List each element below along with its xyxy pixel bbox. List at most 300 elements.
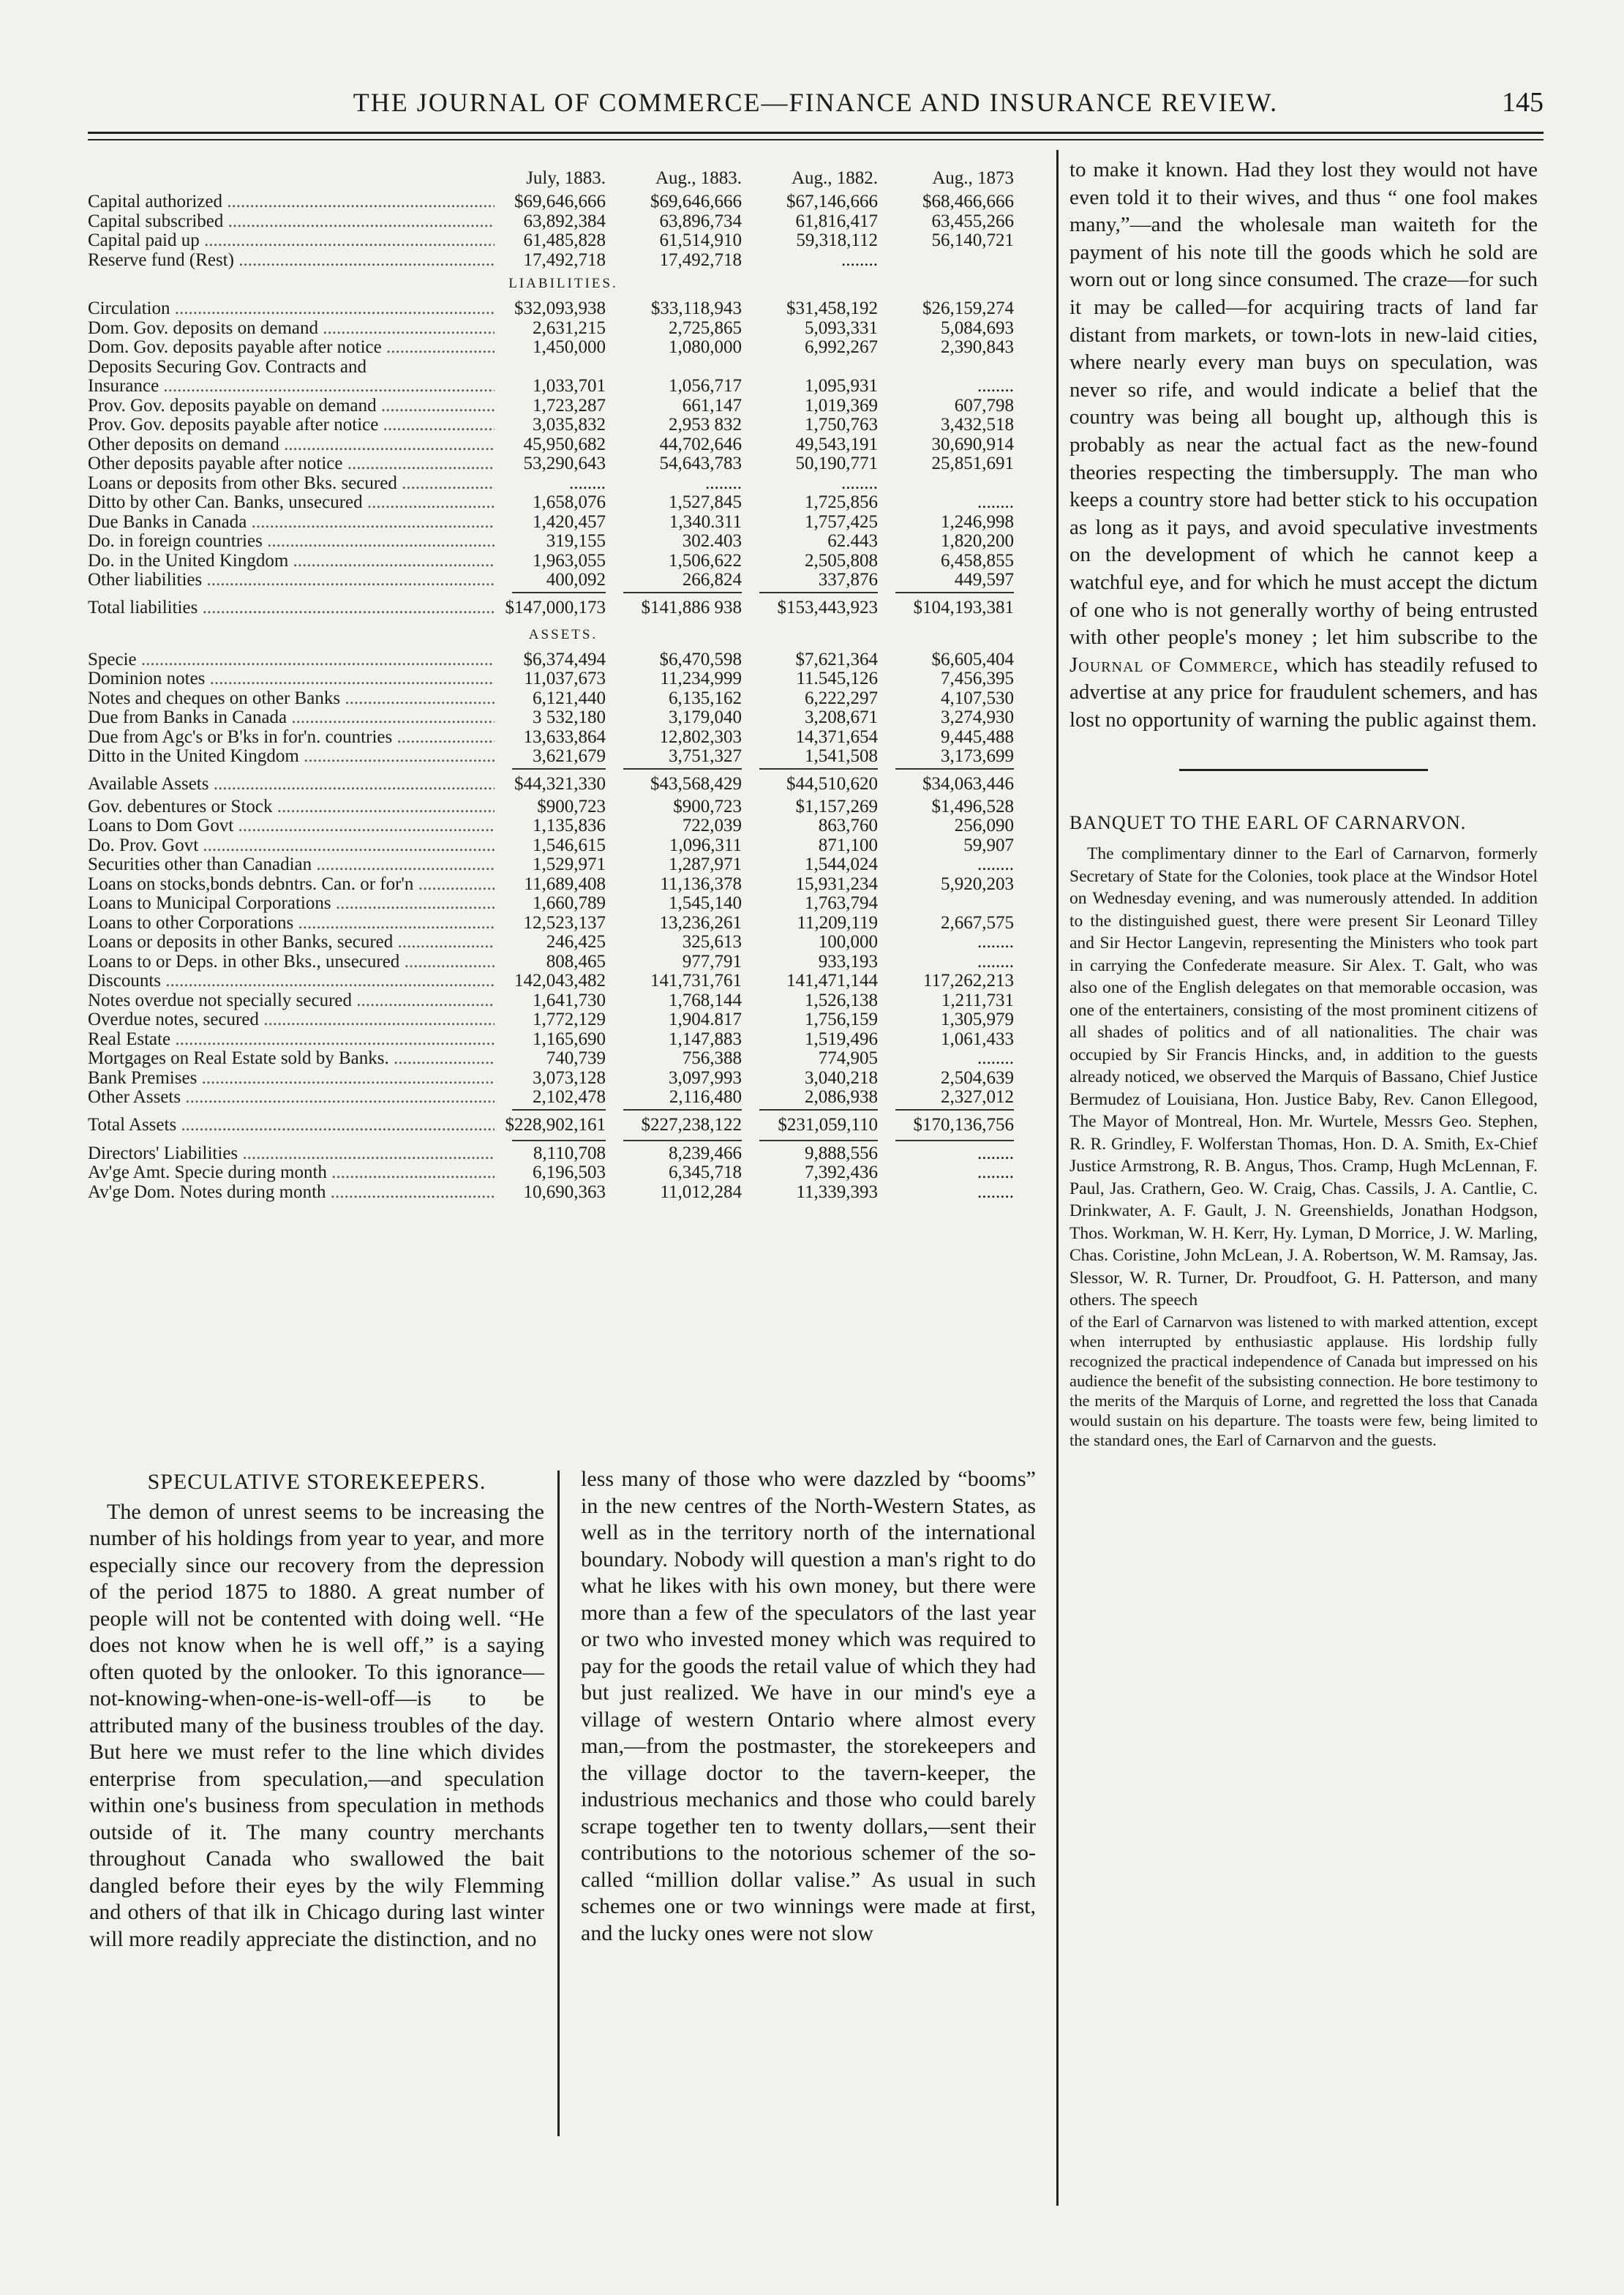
cell-value: 2,086,938	[805, 1087, 878, 1107]
column-rule-right	[1056, 150, 1059, 2206]
cell-value: 1,756,159	[805, 1010, 878, 1029]
cell-value: 400,092	[546, 570, 606, 590]
cell-value: 17,492,718	[523, 249, 606, 270]
row-label: Av'ge Dom. Notes during month .....	[88, 1182, 495, 1203]
cell-value: $170,136,756	[913, 1114, 1014, 1135]
row-label: Other Assets .....	[88, 1087, 495, 1108]
cell-value: 3,035,832	[533, 415, 606, 435]
cell-value: $31,458,192	[786, 298, 878, 318]
cell-value: ........	[977, 951, 1014, 972]
row-label: Dominion notes .....	[88, 669, 495, 689]
cell-value: 607,798	[954, 395, 1014, 416]
cell-value: 933,193	[818, 951, 878, 972]
cell-value: 1,033,701	[533, 376, 606, 396]
cell-value: 6,196,503	[533, 1162, 606, 1182]
table-row	[88, 746, 1039, 766]
cell-value: 2,504,639	[941, 1067, 1014, 1088]
row-label: Dom. Gov. deposits on demand .....	[88, 318, 495, 339]
cell-value: $34,063,446	[922, 773, 1014, 794]
speculative-text-1: The demon of unrest seems to be increasing the number of his holdings from year to year, and more especially since our recovery from the depression of the period 1875 to 1880. A great number of people will not be contented with doing well. “He does not know when he is well off,” is a saying often quoted by the onlooker. To this ignorance—not-knowing-when-one-is-well-off—is to be attributed many of the business troubles of the day. But here we must refer to the line which divides enterprise from speculation,—and speculation within one's business from speculation in methods outside of it. The many country merchants throughout Canada who swallowed the bait dangled before their eyes by the wily Flemming and others of that ilk in Chicago during last winter will more readily appreciate the distinction, and no	[89, 1499, 544, 1951]
row-label: Loans or deposits in other Banks, secured .....	[88, 932, 495, 953]
cell-value: 1,820,200	[941, 531, 1014, 551]
cell-value: $68,466,666	[922, 192, 1014, 211]
cell-value: 3,208,671	[805, 707, 878, 727]
journal-title: THE JOURNAL OF COMMERCE—FINANCE AND INSURANCE REVIEW.	[353, 88, 1279, 117]
cell-value: ........	[569, 473, 606, 493]
row-label: Available Assets .....	[88, 774, 495, 795]
cell-value: 8,110,708	[533, 1143, 606, 1163]
cell-value: 117,262,213	[922, 971, 1014, 991]
cell-value: 5,084,693	[941, 318, 1014, 338]
cell-value: 1,725,856	[805, 492, 878, 512]
row-label: Reserve fund (Rest) .....	[88, 250, 495, 271]
cell-value: 256,090	[954, 816, 1014, 835]
cell-value: 2,725,865	[669, 318, 742, 338]
cell-value: 45,950,682	[523, 434, 606, 454]
cell-value: 1,660,789	[533, 893, 606, 913]
cell-value: ........	[977, 932, 1014, 952]
cell-value: ........	[977, 854, 1014, 874]
cell-value: $900,723	[673, 796, 742, 816]
row-label: Prov. Gov. deposits payable on demand .....	[88, 396, 495, 416]
table-row	[88, 596, 1039, 620]
cell-value: 1,723,287	[533, 395, 606, 416]
table-row	[88, 357, 1039, 377]
cell-value: 142,043,482	[514, 971, 606, 991]
cell-value: 1,305,979	[941, 1010, 1014, 1029]
table-row	[88, 551, 1039, 571]
cell-value: $44,510,620	[786, 773, 878, 794]
right-column	[1069, 157, 1538, 1450]
page-header	[88, 80, 1544, 124]
cell-value: ........	[977, 492, 1014, 512]
cell-value: $33,118,943	[650, 298, 742, 318]
cell-value: 17,492,718	[659, 249, 742, 270]
cell-value: 1,768,144	[669, 990, 742, 1010]
cell-value: 319,155	[546, 531, 606, 551]
cell-value: 1,904.817	[669, 1010, 742, 1029]
cell-value: 1,246,998	[941, 511, 1014, 532]
cell-value: 6,135,162	[669, 688, 742, 708]
table-row	[88, 854, 1039, 874]
cell-value: 9,888,556	[805, 1143, 878, 1163]
column-header: July, 1883.	[526, 168, 606, 188]
cell-value: 1,526,138	[805, 990, 878, 1010]
cell-value: 11,689,408	[524, 874, 606, 894]
cell-value: 12,523,137	[523, 912, 606, 933]
cell-value: 1,545,140	[669, 893, 742, 913]
cell-value: 3,751,327	[669, 746, 742, 766]
banquet-text: The complimentary dinner to the Earl of Carnarvon, formerly Secretary of State for the Colonies, took place at the Windsor Hotel on Wednesday evening, and was numerously attended. In addition to the distinguished guest, there were present Sir Leonard Tilley and Sir Hector Langevin, representing the Ministers who took part in carrying the Confederate measure. Sir Alex. T. Galt, who was also one of the English delegates on that memorable occasion, was one of the entertainers, consisting of the most prominent citizens of all shades of politics and of all nationalities. The chair was occupied by Sir Francis Hincks, and, in addition to the guests already noticed, we observed the Marquis of Bassano, Chief Justice Bermudez of Louisiana, Hon. Justice Baby, Rev. Canon Ellegood, The Mayor of Montreal, Hon. Mr. Wurtele, Messrs Geo. Stephen, R. R. Grindley, F. Wolferstan Thomas, Hon. D. A. Smith, Ex-Chief Justice Armstrong, R. B. Angus, Thos. Cramp, Hugh McLennan, F. Paul, Jas. Crathern, Geo. W. Craig, Chas. Cassils, J. A. Cantlie, C. Drinkwater, A. F. Gault, J. N. Greenshields, Jonathan Hodgson, Thos. Workman, W. H. Kerr, Hy. Lyman, D Morrice, J. W. Marling, Chas. Coristine, John McLean, J. A. Robertson, W. M. Ramsay, Jas. Slessor, W. R. Turner, Dr. Proudfoot, G. H. Patterson, and many others. The speech	[1069, 844, 1538, 1310]
cell-value: 1,757,425	[805, 511, 878, 532]
cell-value: 722,039	[682, 816, 742, 835]
cell-value: 2,116,480	[669, 1087, 742, 1107]
row-label: Ditto in the United Kingdom .....	[88, 746, 495, 767]
cell-value: 6,222,297	[805, 688, 878, 708]
table-row	[88, 531, 1039, 551]
cell-value: 11,136,378	[660, 874, 742, 894]
table-row	[88, 192, 1039, 211]
cell-value: $900,723	[537, 796, 606, 816]
row-label: Discounts .....	[88, 971, 495, 991]
cell-value: 1,527,845	[669, 492, 742, 512]
cell-value: 1,056,717	[669, 376, 742, 396]
cell-value: 246,425	[546, 932, 606, 952]
row-label: Do. in the United Kingdom .....	[88, 551, 495, 571]
cell-value: 808,465	[546, 951, 606, 972]
cell-value: 2,327,012	[941, 1087, 1014, 1107]
cell-value: 1,541,508	[805, 746, 878, 766]
cell-value: 1,061,433	[941, 1029, 1014, 1049]
cell-value: 1,519,496	[805, 1029, 878, 1049]
row-label: Total liabilities .....	[88, 598, 495, 618]
cell-value: 1,450,000	[533, 337, 606, 357]
row-label: Specie .....	[88, 650, 495, 670]
cell-value: 8,239,466	[669, 1143, 742, 1163]
cell-value: 3,179,040	[669, 707, 742, 727]
assets-title: ASSETS.	[528, 626, 598, 642]
table-row	[88, 318, 1039, 338]
cell-value: ........	[977, 1143, 1014, 1163]
table-row	[88, 991, 1039, 1010]
cell-value: 863,760	[818, 816, 878, 835]
cell-value: $153,443,923	[777, 597, 878, 617]
table-row	[88, 1143, 1039, 1163]
row-label: Securities other than Canadian .....	[88, 854, 495, 875]
cell-value: $69,646,666	[514, 192, 606, 211]
cell-value: $147,000,173	[505, 597, 606, 617]
table-row	[88, 1182, 1039, 1202]
cell-value: 11,012,284	[660, 1182, 742, 1202]
cell-value: 325,613	[682, 932, 742, 952]
cell-value: 1,095,931	[805, 376, 878, 396]
cell-value: 1,096,311	[669, 835, 742, 855]
table-row	[88, 454, 1039, 473]
cell-value: $141,886 938	[641, 597, 742, 617]
cell-value: $231,059,110	[778, 1114, 878, 1135]
row-label: Mortgages on Real Estate sold by Banks. .....	[88, 1048, 495, 1069]
cell-value: $6,605,404	[931, 649, 1014, 669]
cell-value: 2,390,843	[941, 337, 1014, 357]
row-label: Gov. debentures or Stock .....	[88, 797, 495, 817]
row-label: Ditto by other Can. Banks, unsecured .....	[88, 492, 495, 513]
cell-value: 61,514,910	[659, 230, 742, 250]
cell-value: 15,931,234	[795, 874, 878, 894]
cell-value: $1,496,528	[931, 796, 1014, 816]
cell-value: 740,739	[546, 1048, 606, 1068]
cell-value: 449,597	[954, 570, 1014, 590]
cell-value: ........	[841, 249, 878, 270]
cell-value: 3,097,993	[669, 1067, 742, 1088]
cell-value: 1,080,000	[669, 337, 742, 357]
table-row	[88, 473, 1039, 493]
cell-value: 63,455,266	[931, 211, 1014, 231]
row-label: Av'ge Amt. Specie during month .....	[88, 1162, 495, 1183]
row-label: Overdue notes, secured .....	[88, 1010, 495, 1030]
table-row	[88, 688, 1039, 708]
banquet-heading: BANQUET TO THE EARL OF CARNARVON.	[1069, 812, 1467, 834]
row-label: Capital authorized .....	[88, 192, 495, 212]
speculative-heading: SPECULATIVE STOREKEEPERS.	[147, 1470, 486, 1494]
cell-value: $67,146,666	[786, 192, 878, 211]
cell-value: 13,633,864	[523, 726, 606, 747]
table-row	[88, 816, 1039, 835]
cell-value: $26,159,274	[922, 298, 1014, 318]
cell-value: 54,643,783	[659, 454, 742, 473]
cell-value: 6,458,855	[941, 550, 1014, 571]
table-row	[88, 971, 1039, 991]
row-label: Circulation .....	[88, 298, 495, 319]
cell-value: 10,690,363	[523, 1182, 606, 1202]
cell-value: ........	[977, 1182, 1014, 1202]
cell-value: 1,750,763	[805, 415, 878, 435]
cell-value: 9,445,488	[941, 726, 1014, 747]
cell-value: $43,568,429	[650, 773, 742, 794]
row-label: Loans or deposits from other Bks. secured .....	[88, 473, 495, 494]
row-label: Loans to or Deps. in other Bks., unsecured .....	[88, 952, 495, 972]
cell-value: 141,471,144	[786, 971, 878, 991]
cell-value: 1,147,883	[669, 1029, 742, 1049]
row-label: Directors' Liabilities .....	[88, 1143, 495, 1164]
cell-value: 302.403	[682, 531, 742, 551]
speculative-column-2	[581, 1466, 1036, 1947]
row-label: Bank Premises .....	[88, 1068, 495, 1089]
cell-value: ........	[841, 473, 878, 493]
table-row	[88, 376, 1039, 396]
row-label: Real Estate .....	[88, 1029, 495, 1050]
cell-value: 61,485,828	[523, 230, 606, 250]
cell-value: 13,236,261	[659, 912, 742, 933]
cell-value: 3,173,699	[941, 746, 1014, 766]
row-label: Due from Banks in Canada .....	[88, 707, 495, 728]
banquet-text-continued: of the Earl of Carnarvon was listened to with marked attention, except when interrupted by enthusiastic applause. His lordship fully recognized the practical independence of Canada but impressed on his audience the benefit of the subsisting connection. He bore testimony to the merits of the Marquis of Lorne, and regretted the loss that Canada would sustain on his departure. The toasts were few, being limited to the standard ones, the Earl of Carnarvon and the guests.	[1069, 1312, 1538, 1449]
table-row	[88, 1162, 1039, 1182]
cell-value: 4,107,530	[941, 688, 1014, 708]
cell-value: ........	[977, 1162, 1014, 1182]
cell-value: 1,287,971	[669, 854, 742, 874]
cell-value: 1,135,836	[533, 816, 606, 835]
cell-value: 1,772,129	[533, 1010, 606, 1029]
page-number: 145	[1502, 87, 1544, 118]
table-row	[88, 337, 1039, 357]
table-row	[88, 512, 1039, 532]
row-label: Total Assets .....	[88, 1115, 495, 1135]
cell-value: 61,816,417	[795, 211, 878, 231]
row-label: Do. Prov. Govt .....	[88, 835, 495, 856]
cell-value: 1,211,731	[941, 990, 1014, 1010]
speculative-text-2: less many of those who were dazzled by “booms” in the new centres of the North-Western States, as well as in the territory north of the international boundary. Nobody will question a man's right to do what he likes with his own money, but there were more than a few of the speculators of the last year or two who invested money which was required to pay for the goods the retail value of which they had but just realized. We have in our mind's eye a village of western Ontario where almost every man,—from the postmaster, the storekeepers and the village doctor to the tavern-keeper, the industrious mechanics and those who could barely scrape together ten to twenty dollars,—sent their contributions to the notorious schemer of the so-called “million dollar valise.” As usual in such schemes one or two winnings were made at first, and the lucky ones were not slow	[581, 1467, 1036, 1945]
cell-value: 337,876	[818, 570, 878, 590]
cell-value: 1,544,024	[805, 854, 878, 874]
cell-value: $44,321,330	[514, 773, 606, 794]
cell-value: 3,073,128	[533, 1067, 606, 1088]
cell-value: 12,802,303	[659, 726, 742, 747]
table-row	[88, 835, 1039, 855]
cell-value: 14,371,654	[795, 726, 878, 747]
row-label: Due Banks in Canada .....	[88, 512, 495, 533]
cell-value: 1,340.311	[669, 511, 742, 532]
row-label: Loans to Municipal Corporations .....	[88, 893, 495, 914]
cell-value: 11.545,126	[796, 669, 878, 688]
cell-value: 1,506,622	[669, 550, 742, 571]
cell-value: 44,702,646	[659, 434, 742, 454]
speculative-column-1	[89, 1469, 544, 1953]
cell-value: 59,907	[963, 835, 1014, 855]
table-row	[88, 211, 1039, 231]
table-row	[88, 650, 1039, 669]
table-row	[88, 772, 1039, 797]
cell-value: 63,896,734	[659, 211, 742, 231]
cell-value: 2,631,215	[533, 318, 606, 338]
cell-value: 11,234,999	[660, 669, 742, 688]
cell-value: 2,505,808	[805, 550, 878, 571]
cell-value: 1,529,971	[533, 854, 606, 874]
cell-value: 1,420,457	[533, 511, 606, 532]
cell-value: ........	[977, 1048, 1014, 1068]
row-label: Due from Agc's or B'ks in for'n. countries .....	[88, 727, 495, 748]
row-label: Other liabilities .....	[88, 570, 495, 590]
cell-value: 1,019,369	[805, 395, 878, 416]
sum-rule	[88, 1138, 1039, 1143]
table-row	[88, 396, 1039, 416]
row-label: Prov. Gov. deposits payable after notice .....	[88, 415, 495, 435]
cell-value: 50,190,771	[795, 454, 878, 473]
cell-value: 2,102,478	[533, 1087, 606, 1107]
cell-value: $69,646,666	[650, 192, 742, 211]
cell-value: 3,040,218	[805, 1067, 878, 1088]
table-row	[88, 1010, 1039, 1029]
cell-value: 6,992,267	[805, 337, 878, 357]
cell-value: 1,763,794	[805, 893, 878, 913]
column-header: Aug., 1883.	[655, 168, 742, 188]
cell-value: 30,690,914	[931, 434, 1014, 454]
row-label: Insurance .....	[88, 376, 495, 397]
cell-value: 3,621,679	[533, 746, 606, 766]
cell-value: 11,037,673	[524, 669, 606, 688]
cell-value: 756,388	[682, 1048, 742, 1068]
row-label: Capital paid up .....	[88, 230, 495, 251]
table-row	[88, 893, 1039, 913]
cell-value: 11,339,393	[796, 1182, 878, 1202]
column-header: Aug., 1873	[932, 168, 1014, 188]
cell-value: ........	[705, 473, 742, 493]
table-row	[88, 1113, 1039, 1138]
cell-value: $227,238,122	[641, 1114, 742, 1135]
column-rule-bottom	[557, 1470, 560, 2136]
cell-value: 141,731,761	[650, 971, 742, 991]
cell-value: 3,274,930	[941, 707, 1014, 727]
table-row	[88, 250, 1039, 270]
cell-value: 6,121,440	[533, 688, 606, 708]
cell-value: 7,456,395	[941, 669, 1014, 688]
sum-rule	[88, 590, 1039, 596]
row-label: Notes overdue not specially secured .....	[88, 991, 495, 1011]
cell-value: $104,193,381	[913, 597, 1014, 617]
cell-value: 100,000	[818, 932, 878, 952]
table-row	[88, 1087, 1039, 1107]
row-label: Loans on stocks,bonds debntrs. Can. or for'n .....	[88, 874, 495, 895]
cell-value: 59,318,112	[796, 230, 878, 250]
cell-value: $228,902,161	[505, 1114, 606, 1135]
cell-value: 56,140,721	[931, 230, 1014, 250]
cell-value: 63,892,384	[523, 211, 606, 231]
cell-value: ........	[977, 376, 1014, 396]
cell-value: 11,209,119	[797, 912, 878, 933]
table-row	[88, 874, 1039, 894]
table-row	[88, 797, 1039, 816]
row-label: Dom. Gov. deposits payable after notice .....	[88, 337, 495, 358]
header-rule	[88, 132, 1544, 140]
storekeepers-continued: to make it known. Had they lost they would not have even told it to their wives, and thus “ one fool makes many,”—and the wholesale man waiteth for the payment of his note till the goods which he sold are worn out or long since consumed. The craze—for such it may be called—for acquiring tracts of land far distant from markets, or town-lots in new-laid cities, where nearly every man buys on speculation, was never so rife, and would indicate a belief that the country was being all bought up, although this is probably as near the actual fact as the new-found theories respecting the timbersupply. The man who keeps a country store had better stick to his occupation as long as it pays, and avoid speculative investments on the development of which he cannot keep a watchful eye, and for which he must accept the dictum of one who is not generally worthy of being entrusted with other people's money ; let him subscribe to the Journal of Commerce, which has steadily refused to advertise at any price for fraudulent schemers, and has lost no opportunity of warning the public against them.	[1069, 158, 1538, 732]
table-row	[88, 1068, 1039, 1088]
table-row	[88, 435, 1039, 454]
table-row	[88, 492, 1039, 512]
cell-value: 1,658,076	[533, 492, 606, 512]
cell-value: $6,374,494	[523, 649, 606, 669]
liabilities-title: LIABILITIES.	[508, 276, 618, 291]
row-label: Capital subscribed .....	[88, 211, 495, 232]
row-label: Notes and cheques on other Banks .....	[88, 688, 495, 709]
section-divider	[1179, 769, 1428, 771]
bank-statement-table	[88, 162, 1039, 1201]
row-label: Loans to Dom Govt .....	[88, 816, 495, 836]
cell-value: 25,851,691	[931, 454, 1014, 473]
table-row	[88, 707, 1039, 727]
sum-rule	[88, 1107, 1039, 1113]
table-row	[88, 570, 1039, 590]
cell-value: $7,621,364	[795, 649, 878, 669]
column-header: Aug., 1882.	[791, 168, 878, 188]
cell-value: 774,905	[818, 1048, 878, 1068]
row-label: Loans to other Corporations .....	[88, 913, 495, 934]
sum-rule	[88, 766, 1039, 772]
cell-value: 3,432,518	[941, 415, 1014, 435]
column-headers	[88, 162, 1039, 192]
row-label: Other deposits on demand .....	[88, 435, 495, 455]
table-row	[88, 913, 1039, 933]
table-row	[88, 932, 1039, 952]
cell-value: 6,345,718	[669, 1162, 742, 1182]
cell-value: 53,290,643	[523, 454, 606, 473]
cell-value: 7,392,436	[805, 1162, 878, 1182]
table-row	[88, 415, 1039, 435]
table-row	[88, 669, 1039, 688]
row-label: Do. in foreign countries .....	[88, 531, 495, 552]
table-row	[88, 230, 1039, 250]
table-row	[88, 1048, 1039, 1068]
cell-value: 1,963,055	[533, 550, 606, 571]
row-label: Other deposits payable after notice .....	[88, 454, 495, 474]
cell-value: 62.443	[827, 531, 878, 551]
cell-value: 49,543,191	[795, 434, 878, 454]
cell-value: $6,470,598	[659, 649, 742, 669]
cell-value: 871,100	[818, 835, 878, 855]
cell-value: 266,824	[682, 570, 742, 590]
cell-value: 2,953 832	[669, 415, 742, 435]
cell-value: 5,920,203	[941, 874, 1014, 894]
row-label: Deposits Securing Gov. Contracts and	[88, 356, 366, 377]
cell-value: 661,147	[682, 395, 742, 416]
journal-name: Journal of Commerce,	[1069, 653, 1279, 677]
cell-value: 1,641,730	[533, 990, 606, 1010]
cell-value: $32,093,938	[514, 298, 606, 318]
table-row	[88, 1029, 1039, 1049]
cell-value: 2,667,575	[941, 912, 1014, 933]
table-row	[88, 298, 1039, 318]
cell-value: 5,093,331	[805, 318, 878, 338]
table-row	[88, 952, 1039, 972]
cell-value: 1,546,615	[533, 835, 606, 855]
